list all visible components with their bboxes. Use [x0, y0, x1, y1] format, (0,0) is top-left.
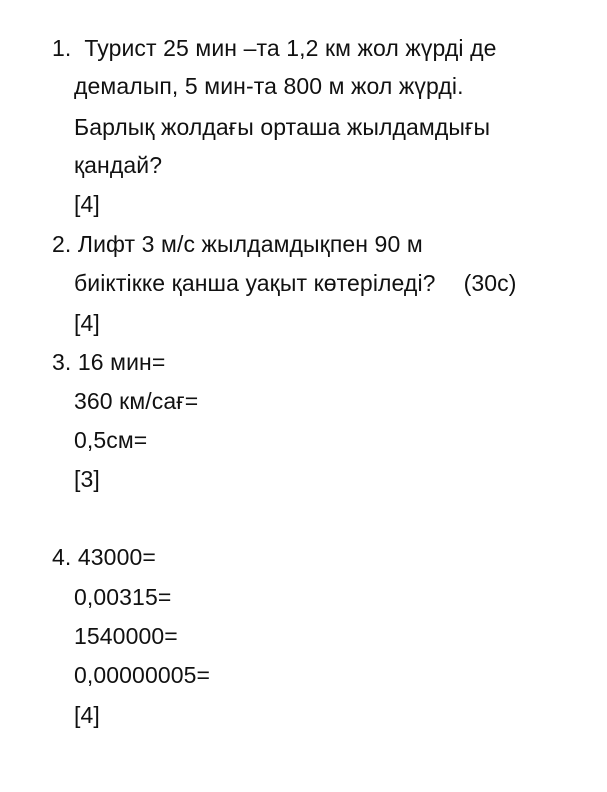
- q4-item-4: 0,00000005=: [74, 662, 211, 688]
- q3-line-1: [52, 347, 165, 377]
- q1-number: 1.: [52, 35, 72, 61]
- q3-mark: [3]: [74, 466, 100, 492]
- q2-text-2: биіктікке қанша уақыт көтеріледі?: [74, 270, 436, 296]
- q2-text-1: Лифт 3 м/с жылдамдықпен 90 м: [77, 231, 423, 257]
- q1-mark: [4]: [74, 191, 100, 217]
- q4-number: 4.: [52, 544, 72, 570]
- q3-item-3: 0,5см=: [74, 427, 148, 453]
- q1-line-4: қандай?: [74, 152, 163, 178]
- q2-number: 2.: [52, 231, 72, 257]
- q2-line-2: [74, 268, 516, 298]
- q4-line-1: [52, 542, 156, 572]
- q1-line-1: [52, 33, 497, 63]
- q4-item-1: 43000=: [77, 544, 156, 570]
- q2-line-1: [52, 229, 423, 259]
- q3-number: 3.: [52, 349, 72, 375]
- q4-item-2: 0,00315=: [74, 584, 172, 610]
- q3-item-1: 16 мин=: [77, 349, 166, 375]
- q4-mark: [4]: [74, 702, 100, 728]
- q3-item-2: 360 км/сағ=: [74, 388, 199, 414]
- q1-text-1: Турист 25 мин –та 1,2 км жол жүрді де: [84, 35, 497, 61]
- q4-item-3: 1540000=: [74, 623, 178, 649]
- q2-mark: [4]: [74, 310, 100, 336]
- q2-answer-hint: (30с): [463, 270, 517, 296]
- q1-line-3: Барлық жолдағы орташа жылдамдығы: [74, 114, 491, 140]
- q1-line-2: демалып, 5 мин-та 800 м жол жүрді.: [74, 73, 464, 99]
